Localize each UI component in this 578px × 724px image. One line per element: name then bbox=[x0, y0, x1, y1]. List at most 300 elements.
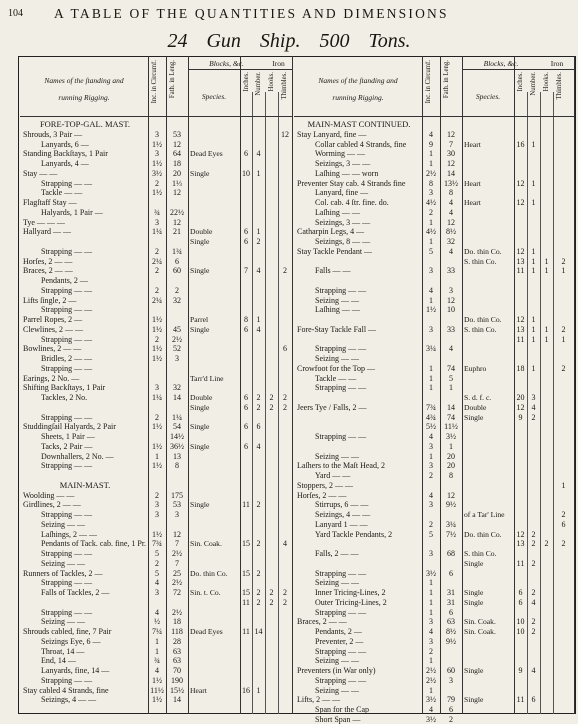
block-inches: 15 bbox=[242, 588, 250, 597]
circumference: 5½ bbox=[426, 422, 436, 432]
hooks-header: Hooks. bbox=[543, 72, 550, 92]
length: 33 bbox=[447, 266, 455, 276]
rigging-name: Pendants of Tack. cab. fine, 1 Pr. bbox=[41, 539, 147, 549]
circumference: ½ bbox=[154, 617, 160, 627]
circumference: 1½ bbox=[152, 324, 162, 334]
circumference: 1¼ bbox=[152, 227, 162, 237]
rigging-name: Falls of Tackles, 2 — bbox=[41, 588, 110, 597]
rigging-name: Strapping — — bbox=[41, 510, 93, 519]
length: 13½ bbox=[444, 178, 458, 188]
rigging-name: Lanyard 1 — — bbox=[315, 519, 368, 529]
blocks-header: Blocks, &c. bbox=[483, 59, 519, 68]
rigging-name: Standing Backſtays, 1 Pair bbox=[23, 149, 108, 159]
length: 74 bbox=[447, 412, 455, 422]
rigging-name: Seizing — — bbox=[315, 578, 359, 588]
length: 190 bbox=[171, 675, 183, 685]
table-row bbox=[0, 656, 578, 665]
rigging-name: Seizings Eye, 6 — bbox=[41, 636, 101, 646]
inc-header: Inc. in Circumf. bbox=[151, 60, 158, 104]
number-header: Number. bbox=[255, 72, 262, 96]
table-row bbox=[0, 335, 578, 344]
length: 30 bbox=[447, 149, 455, 159]
block-number: 1 bbox=[531, 198, 536, 207]
iron-thimbles: 2 bbox=[561, 363, 566, 373]
table-row bbox=[0, 179, 578, 188]
iron-hooks: 2 bbox=[269, 597, 274, 607]
block-number: 6 bbox=[531, 695, 536, 705]
rigging-name: Pendants, 2 — bbox=[41, 276, 88, 285]
block-number: 1 bbox=[256, 168, 261, 178]
circumference: 3½ bbox=[426, 695, 436, 705]
rigging-name: Halyards, 1 Pair — bbox=[41, 207, 103, 217]
block-number: 2 bbox=[531, 539, 536, 549]
block-species: Single bbox=[190, 500, 210, 510]
rigging-name: Strapping — — bbox=[315, 383, 367, 393]
iron-header: Iron bbox=[272, 59, 285, 68]
rigging-name: Woolding — — bbox=[23, 490, 75, 500]
block-number: 1 bbox=[531, 266, 536, 276]
block-species: Double bbox=[190, 227, 213, 237]
circumference: 3 bbox=[429, 461, 433, 471]
fath-header: Fath. in Leng. bbox=[443, 60, 450, 99]
rigging-name: Runners of Tackles, 2 — bbox=[23, 568, 103, 578]
rigging-name: Shifting Backſtays, 1 Pair bbox=[23, 383, 106, 393]
rigging-name: Shrouds, 3 Pair — bbox=[23, 129, 83, 139]
table-row bbox=[0, 559, 578, 568]
block-number: 2 bbox=[531, 627, 536, 636]
table-row bbox=[0, 627, 578, 636]
iron-thimbles: 4 bbox=[283, 539, 287, 549]
circumference: 1 bbox=[155, 451, 159, 461]
circumference: 4 bbox=[429, 129, 433, 139]
block-number: 1 bbox=[256, 227, 261, 237]
length: 175 bbox=[171, 490, 183, 500]
block-species: Tarr'd Line bbox=[190, 373, 224, 383]
length: 12 bbox=[447, 129, 455, 139]
rigging-name: Braces, 2 — — bbox=[23, 266, 73, 276]
block-inches: 10 bbox=[516, 627, 525, 636]
blocks-header: Blocks, &c. bbox=[209, 59, 244, 68]
iron-thimbles: 2 bbox=[283, 597, 287, 607]
rigging-name: Sheets, 1 Pair — bbox=[41, 432, 95, 441]
block-number: 2 bbox=[256, 393, 261, 402]
table-row bbox=[0, 354, 578, 363]
rigging-name: Strapping — — bbox=[41, 549, 93, 558]
block-number: 1 bbox=[531, 178, 536, 188]
circumference: 3½ bbox=[152, 168, 162, 178]
length: 20 bbox=[447, 451, 455, 461]
table-row bbox=[0, 159, 578, 168]
circumference: 2 bbox=[155, 266, 159, 276]
block-species: Double bbox=[464, 402, 487, 412]
block-number: 2 bbox=[531, 588, 536, 597]
block-inches: 7 bbox=[244, 266, 248, 276]
circumference: 1½ bbox=[152, 422, 162, 432]
page-title bbox=[0, 30, 578, 53]
circumference: 2 bbox=[155, 334, 159, 344]
circumference: 5 bbox=[155, 549, 159, 558]
species-header: Species. bbox=[201, 92, 227, 101]
block-number: 2 bbox=[531, 412, 536, 422]
rigging-name: Strapping — — bbox=[315, 675, 367, 685]
table-row bbox=[0, 374, 578, 383]
length: 4 bbox=[449, 207, 453, 217]
iron-thimbles: 2 bbox=[561, 510, 566, 519]
iron-thimbles: 1 bbox=[561, 334, 566, 344]
length: 70 bbox=[173, 666, 181, 675]
circumference: 11½ bbox=[150, 685, 164, 695]
table-row bbox=[0, 237, 578, 246]
block-number: 2 bbox=[256, 597, 261, 607]
rigging-name: Parrel Ropes, 2 — bbox=[23, 315, 83, 324]
length: 3¼ bbox=[446, 519, 456, 529]
length: 7 bbox=[175, 558, 179, 568]
rigging-name: Stay — — bbox=[23, 168, 58, 178]
block-inches: 12 bbox=[516, 402, 525, 412]
rigging-name: Falls — — bbox=[315, 266, 351, 276]
table-row bbox=[0, 549, 578, 558]
block-inches: 12 bbox=[516, 178, 525, 188]
length: 28 bbox=[173, 636, 181, 646]
block-number: 1 bbox=[531, 334, 536, 344]
length: 12 bbox=[447, 159, 455, 168]
block-species: Sin. t. Co. bbox=[190, 588, 221, 597]
circumference: 1 bbox=[429, 159, 433, 168]
rigging-name: Stirrups, 6 — — bbox=[315, 500, 369, 510]
rigging-name: Strapping — — bbox=[315, 432, 367, 441]
iron-thimbles: 12 bbox=[281, 129, 289, 139]
rigging-name: Laſhing — — bbox=[315, 207, 360, 217]
block-inches: 11 bbox=[242, 597, 250, 607]
table-row bbox=[0, 344, 578, 353]
circumference: 1 bbox=[155, 636, 159, 646]
iron-header: Iron bbox=[550, 59, 564, 68]
rigging-name: Lanyard, fine — bbox=[315, 188, 369, 198]
block-number: 1 bbox=[531, 139, 536, 149]
circumference: 1 bbox=[429, 373, 433, 383]
table-row bbox=[0, 364, 578, 373]
length: 53 bbox=[173, 500, 181, 510]
rigging-name: Fore-Stay Tackle Fall — bbox=[297, 324, 377, 334]
table-row bbox=[0, 491, 578, 500]
table-row bbox=[0, 617, 578, 626]
length: 8½ bbox=[446, 627, 456, 636]
iron-hooks: 2 bbox=[544, 539, 549, 549]
circumference: 2¼ bbox=[152, 256, 162, 266]
fath-header: Fath. in Leng. bbox=[169, 60, 176, 99]
rigging-name: Lifts, 2 — — bbox=[297, 695, 341, 705]
circumference: 1 bbox=[429, 578, 433, 588]
circumference: 1 bbox=[429, 597, 433, 607]
block-species: Single bbox=[464, 412, 484, 422]
rigging-name: Strapping — — bbox=[41, 178, 93, 188]
block-number: 1 bbox=[531, 246, 536, 256]
block-species: Euphro bbox=[464, 363, 487, 373]
circumference: 1½ bbox=[152, 188, 162, 198]
circumference: 5 bbox=[429, 529, 433, 539]
length: 3½ bbox=[446, 432, 456, 441]
length: 31 bbox=[447, 597, 455, 607]
circumference: 2½ bbox=[426, 666, 436, 675]
block-number: 2 bbox=[256, 568, 261, 578]
length: 12 bbox=[173, 139, 181, 149]
block-species: S. d. f. c. bbox=[464, 393, 492, 402]
rigging-name: FORE-TOP-GAL. MAST. bbox=[39, 120, 131, 129]
circumference: 1½ bbox=[152, 354, 162, 363]
block-species: Single bbox=[190, 237, 210, 246]
block-inches: 12 bbox=[516, 315, 525, 324]
rigging-name: End, 14 — bbox=[41, 656, 76, 666]
table-row bbox=[0, 569, 578, 578]
length: 3 bbox=[175, 354, 179, 363]
rigging-name: Strapping — — bbox=[41, 246, 93, 256]
table-row bbox=[0, 647, 578, 656]
rigging-name: Falls, 2 — — bbox=[315, 549, 359, 558]
table-row bbox=[0, 305, 578, 314]
block-inches: 9 bbox=[518, 666, 523, 675]
rigging-name: Jeers Tye / Falls, 2 — bbox=[297, 402, 367, 412]
length: 2 bbox=[449, 714, 453, 724]
block-inches: 6 bbox=[244, 149, 248, 159]
block-species: Single bbox=[190, 168, 210, 178]
rigging-name: Short Span — bbox=[315, 714, 361, 724]
length: 32 bbox=[447, 237, 455, 246]
rigging-name: MAIN-MAST CONTINUED. bbox=[307, 120, 411, 129]
block-species: Heart bbox=[464, 178, 481, 188]
iron-hooks: 1 bbox=[544, 266, 549, 276]
table-row bbox=[0, 452, 578, 461]
table-row bbox=[0, 286, 578, 295]
rigging-name: Inner Tricing-Lines, 2 bbox=[315, 588, 386, 597]
block-species: Single bbox=[190, 422, 210, 432]
length: 6 bbox=[175, 256, 179, 266]
rigging-name: Lanyards, fine, 14 — bbox=[41, 666, 110, 675]
table-row bbox=[0, 432, 578, 441]
length: 12 bbox=[173, 529, 181, 539]
circumference: 1 bbox=[155, 646, 159, 656]
rigging-name: Hallyard — — bbox=[23, 227, 71, 237]
rigging-name: Col. cab. 4 ſtr. fine. do. bbox=[315, 198, 389, 207]
block-inches: 6 bbox=[244, 324, 248, 334]
iron-thimbles: 2 bbox=[561, 539, 566, 549]
length: 52 bbox=[173, 344, 181, 354]
table-row bbox=[0, 296, 578, 305]
table-row bbox=[0, 500, 578, 509]
rigging-name: Collar cabled 4 Strands, fine bbox=[315, 139, 407, 149]
circumference: 1½ bbox=[152, 461, 162, 471]
length: 2½ bbox=[172, 578, 182, 588]
table-row bbox=[0, 393, 578, 402]
iron-thimbles: 2 bbox=[283, 402, 287, 412]
circumference: 4½ bbox=[426, 198, 436, 207]
block-number: 1 bbox=[531, 315, 536, 324]
iron-thimbles: 2 bbox=[283, 588, 287, 597]
circumference: 1½ bbox=[152, 441, 162, 451]
rigging-name: Seizings, 3 — — bbox=[315, 159, 371, 168]
circumference: 3 bbox=[429, 266, 433, 276]
circumference: 1 bbox=[429, 588, 433, 597]
rigging-name: Strapping — — bbox=[41, 461, 93, 471]
length: 14 bbox=[173, 393, 181, 402]
rigging-name: Strapping — — bbox=[41, 675, 93, 685]
rigging-name: Outer Tricing-Lines, 2 bbox=[315, 597, 387, 607]
block-inches: 10 bbox=[242, 168, 250, 178]
block-species: Dead Eyes bbox=[190, 149, 223, 159]
table-row bbox=[0, 218, 578, 227]
circumference: 3½ bbox=[426, 568, 436, 578]
rigging-name: Strapping — — bbox=[41, 285, 93, 295]
rigging-name: Preventers (in War only) bbox=[297, 666, 376, 675]
table-row bbox=[0, 208, 578, 217]
rigging-name: Tackles, 2 No. bbox=[41, 393, 88, 402]
rigging-name: Seizings, 4 — — bbox=[41, 695, 97, 705]
iron-thimbles: 1 bbox=[561, 480, 566, 490]
iron-thimbles: 6 bbox=[283, 344, 287, 354]
circumference: 1½ bbox=[152, 529, 162, 539]
rigging-name: Yard — — bbox=[315, 471, 351, 480]
table-row bbox=[0, 188, 578, 197]
rigging-name: Laſhings, 2 — — bbox=[41, 529, 97, 539]
circumference: 3 bbox=[155, 129, 159, 139]
table-row bbox=[0, 227, 578, 236]
block-inches: 11 bbox=[516, 266, 525, 276]
length: 1⅓ bbox=[172, 178, 182, 188]
block-inches: 12 bbox=[516, 198, 525, 207]
block-species: S. thin Co. bbox=[464, 256, 497, 266]
circumference: 2 bbox=[155, 178, 159, 188]
rigging-name: Tye — — — bbox=[23, 217, 65, 227]
number-header: Number. bbox=[530, 72, 537, 96]
names-header-line1: Names of the ſtanding and bbox=[44, 76, 124, 85]
blocks-rule bbox=[188, 69, 292, 70]
block-number: 4 bbox=[256, 149, 261, 159]
table-row bbox=[0, 578, 578, 587]
block-inches: 6 bbox=[244, 402, 248, 412]
rigging-name: Seizing — — bbox=[315, 295, 359, 305]
rigging-name: Lanyards, 6 — bbox=[41, 139, 89, 149]
length: 45 bbox=[173, 324, 181, 334]
block-species: Single bbox=[190, 324, 210, 334]
block-species: Single bbox=[190, 266, 210, 276]
rigging-name: Seizing — — bbox=[41, 617, 85, 627]
rigging-name: Girdlines, 2 — — bbox=[23, 500, 81, 510]
iron-thimbles: 1 bbox=[561, 266, 566, 276]
circumference: 3 bbox=[155, 383, 159, 393]
circumference: 2¼ bbox=[152, 295, 162, 305]
length: 6 bbox=[449, 607, 453, 617]
names-header bbox=[20, 76, 148, 102]
circumference: 3 bbox=[429, 636, 433, 646]
rigging-name: Seizing — — bbox=[315, 656, 359, 666]
length: 25 bbox=[173, 568, 181, 578]
circumference: 5 bbox=[429, 246, 433, 256]
length: 74 bbox=[447, 363, 455, 373]
circumference: ¾ bbox=[154, 656, 160, 666]
length: 64 bbox=[173, 149, 181, 159]
block-number: 4 bbox=[531, 666, 536, 675]
rigging-name: Strapping — — bbox=[41, 578, 93, 588]
circumference: ¾ bbox=[154, 207, 160, 217]
rigging-name: Seizings, 8 — — bbox=[315, 237, 371, 246]
inches-header: Inches. bbox=[517, 72, 524, 92]
table-row bbox=[0, 442, 578, 451]
table-row bbox=[0, 705, 578, 714]
rigging-name: Strapping — — bbox=[41, 363, 93, 373]
table-row bbox=[0, 461, 578, 470]
table-row bbox=[0, 315, 578, 324]
names-header-line2: running Rigging. bbox=[58, 93, 110, 102]
block-species: Sin. Coak. bbox=[464, 627, 496, 636]
rigging-name: Strapping — — bbox=[41, 607, 93, 617]
rigging-name: Strapping — — bbox=[315, 607, 367, 617]
circumference: 1½ bbox=[152, 695, 162, 705]
circumference: 3 bbox=[429, 617, 433, 627]
length: 54 bbox=[173, 422, 181, 432]
circumference: 2 bbox=[155, 246, 159, 256]
inches-header: Inches. bbox=[243, 72, 250, 92]
block-inches: 6 bbox=[244, 237, 248, 246]
block-number: 2 bbox=[256, 402, 261, 412]
header-rule bbox=[294, 116, 574, 117]
circumference: 2 bbox=[155, 558, 159, 568]
length: 2½ bbox=[172, 607, 182, 617]
circumference: 2½ bbox=[426, 675, 436, 685]
iron-thimbles: 6 bbox=[561, 519, 566, 529]
thimbles-header: Thimbles. bbox=[556, 72, 563, 100]
circumference: 3¼ bbox=[426, 344, 436, 354]
block-inches: 6 bbox=[244, 441, 248, 451]
block-number: 2 bbox=[256, 588, 261, 597]
circumference: 4 bbox=[155, 578, 159, 588]
rigging-name: Strapping — — bbox=[41, 305, 93, 315]
rigging-name: Throat, 14 — bbox=[41, 646, 85, 656]
rigging-name: Lanyards, 4 — bbox=[41, 159, 89, 168]
circumference: 3 bbox=[429, 500, 433, 510]
block-species: Do. thin Co. bbox=[464, 529, 502, 539]
block-species: Heart bbox=[190, 685, 207, 695]
rigging-name: Catharpin Legs, 4 — bbox=[297, 227, 365, 237]
table-row bbox=[0, 276, 578, 285]
block-inches: 11 bbox=[516, 558, 525, 568]
block-inches: 11 bbox=[242, 627, 250, 636]
block-species: Heart bbox=[464, 139, 481, 149]
block-number: 1 bbox=[531, 256, 536, 266]
circumference: 3 bbox=[155, 500, 159, 510]
length: 8½ bbox=[446, 227, 456, 237]
block-species: Sin. Coak. bbox=[464, 617, 496, 627]
block-inches: 6 bbox=[518, 597, 523, 607]
rigging-name: Seizing — — bbox=[41, 558, 85, 568]
rigging-name: Flagſtaff Stay — bbox=[23, 198, 77, 207]
block-number: 2 bbox=[256, 237, 261, 246]
block-number: 4 bbox=[531, 402, 536, 412]
circumference: 2 bbox=[429, 207, 433, 217]
table-row bbox=[0, 247, 578, 256]
rigging-name: Strapping — — bbox=[41, 334, 93, 344]
block-species: Parrel bbox=[190, 315, 209, 324]
length: 3 bbox=[449, 285, 453, 295]
ship-class: 24 Gun Ship. bbox=[167, 30, 301, 52]
circumference: 1 bbox=[429, 149, 433, 159]
length: 10 bbox=[447, 305, 455, 315]
rigging-name: Tacks, 2 Pair — bbox=[41, 441, 93, 451]
block-number: 2 bbox=[256, 500, 261, 510]
table-row bbox=[0, 530, 578, 539]
block-number: 1 bbox=[531, 363, 536, 373]
circumference: 1 bbox=[429, 607, 433, 617]
circumference: 2 bbox=[155, 285, 159, 295]
length: 14 bbox=[173, 695, 181, 705]
